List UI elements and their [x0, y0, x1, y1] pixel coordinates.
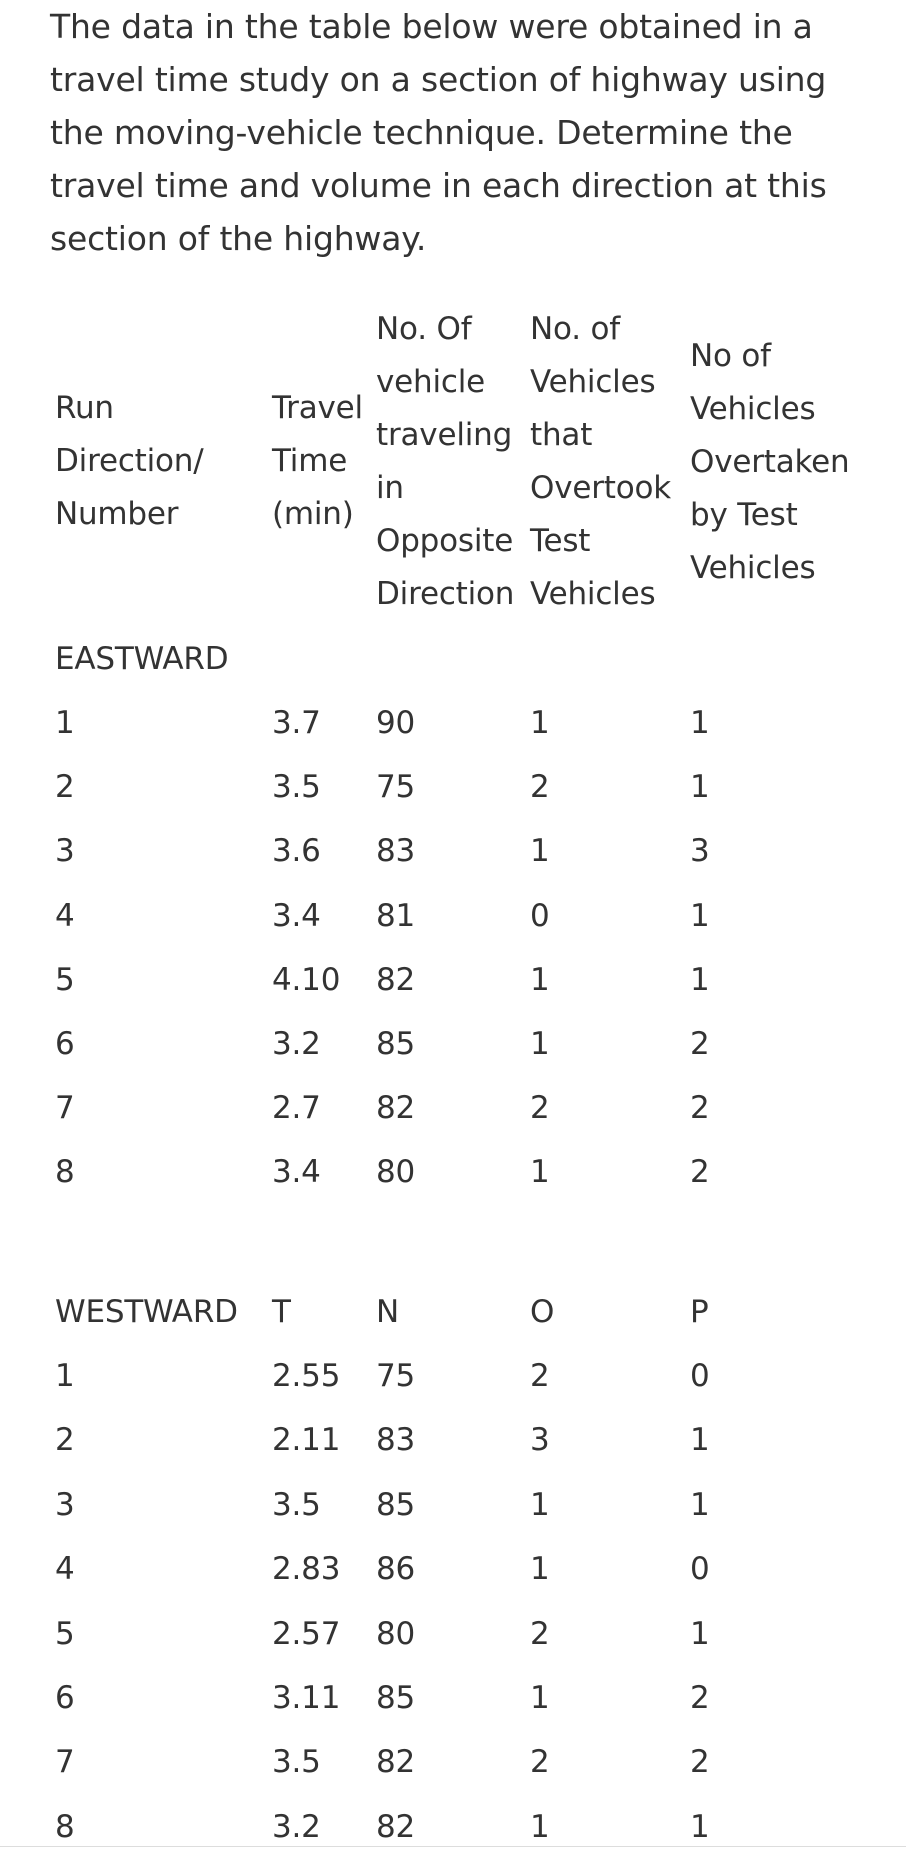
eastward-opposite-direction-cell: 75 [376, 769, 416, 806]
westward-overtook-cell: 1 [530, 1551, 550, 1588]
eastward-run-cell: 2 [55, 769, 75, 806]
eastward-travel-time-cell: 3.2 [272, 1026, 321, 1062]
westward-opposite-direction-cell: 83 [376, 1422, 416, 1459]
eastward-travel-time-cell: 3.6 [272, 833, 321, 870]
eastward-opposite-direction-cell: 81 [376, 897, 416, 934]
header-overtook-line: Test [530, 523, 591, 559]
westward-opposite-direction-cell: 86 [376, 1551, 416, 1588]
header-travel-time-line: Travel [272, 390, 363, 426]
westward-run-cell: 3 [55, 1486, 75, 1523]
westward-run-cell: 2 [55, 1422, 75, 1459]
westward-overtaken-cell: 1 [690, 1486, 710, 1523]
eastward-run-cell: 5 [55, 961, 75, 998]
westward-travel-time-cell: 2.55 [272, 1358, 341, 1394]
eastward-overtaken-cell: 1 [690, 961, 710, 998]
eastward-travel-time-cell: 3.4 [272, 1154, 321, 1191]
westward-overtook-cell: 2 [530, 1358, 550, 1394]
westward-symbol-cell: N [376, 1294, 399, 1330]
eastward-overtaken-cell: 2 [690, 1090, 710, 1127]
westward-run-cell: 8 [55, 1808, 75, 1845]
eastward-run-cell: 3 [55, 833, 75, 870]
eastward-run-cell: 7 [55, 1090, 75, 1127]
westward-overtook-cell: 1 [530, 1808, 550, 1845]
header-overtook-line: that [530, 417, 593, 453]
westward-overtaken-cell: 0 [690, 1551, 710, 1588]
eastward-overtaken-cell: 2 [690, 1154, 710, 1191]
header-opposite-line: in [376, 470, 404, 506]
eastward-overtaken-cell: 1 [690, 897, 710, 934]
header-overtaken-line: by Test [690, 497, 798, 533]
eastward-overtook-cell: 1 [530, 833, 550, 870]
header-run-line: Direction/ [55, 443, 204, 479]
westward-overtaken-cell: 2 [690, 1680, 710, 1716]
eastward-overtook-cell: 2 [530, 1090, 550, 1127]
header-run-line: Run [55, 390, 114, 426]
header-overtaken-line: No of [690, 338, 771, 374]
eastward-overtaken-cell: 1 [690, 705, 710, 741]
westward-overtaken-cell: 1 [690, 1808, 710, 1845]
westward-overtaken-cell: 1 [690, 1422, 710, 1459]
westward-run-cell: 1 [55, 1358, 75, 1394]
westward-overtook-cell: 1 [530, 1486, 550, 1523]
header-overtaken-line: Vehicles [690, 550, 816, 586]
westward-symbol-cell: O [530, 1294, 555, 1330]
eastward-opposite-direction-cell: 83 [376, 833, 416, 870]
eastward-run-cell: 8 [55, 1154, 75, 1191]
westward-travel-time-cell: 3.11 [272, 1680, 341, 1716]
westward-travel-time-cell: 2.57 [272, 1615, 341, 1652]
eastward-overtook-cell: 2 [530, 769, 550, 806]
header-opposite-line: traveling [376, 417, 513, 453]
problem-statement: The data in the table below were obtained in a travel time study on a section of highway using the moving-vehicle technique. Determine the travel time and volume in each direction at this section of the highway. [50, 7, 827, 258]
westward-symbol-cell: P [690, 1294, 709, 1330]
westward-opposite-direction-cell: 85 [376, 1680, 416, 1716]
eastward-overtook-cell: 1 [530, 705, 550, 741]
eastward-travel-time-cell: 3.7 [272, 705, 321, 741]
header-travel-time-line: Time [272, 443, 348, 479]
westward-overtaken-cell: 2 [690, 1744, 710, 1781]
westward-overtook-cell: 1 [530, 1680, 550, 1716]
eastward-overtaken-cell: 2 [690, 1026, 710, 1062]
westward-travel-time-cell: 2.83 [272, 1551, 341, 1588]
westward-travel-time-cell: 3.2 [272, 1808, 321, 1845]
westward-run-cell: 7 [55, 1744, 75, 1781]
header-overtaken-line: Vehicles [690, 391, 816, 427]
header-opposite-line: Direction [376, 576, 515, 612]
eastward-run-cell: 4 [55, 897, 75, 934]
header-opposite-line: vehicle [376, 364, 486, 400]
eastward-overtook-cell: 0 [530, 897, 550, 934]
westward-opposite-direction-cell: 75 [376, 1358, 416, 1394]
westward-travel-time-cell: 3.5 [272, 1486, 321, 1523]
header-overtaken-line: Overtaken [690, 444, 850, 480]
eastward-opposite-direction-cell: 85 [376, 1026, 416, 1062]
eastward-travel-time-cell: 3.4 [272, 897, 321, 934]
header-opposite-line: Opposite [376, 523, 514, 559]
header-overtook-line: Vehicles [530, 364, 656, 400]
header-overtook-line: No. of [530, 311, 620, 347]
eastward-opposite-direction-cell: 82 [376, 1090, 416, 1127]
eastward-travel-time-cell: 2.7 [272, 1090, 321, 1127]
section-label-eastward: EASTWARD [55, 641, 229, 677]
eastward-run-cell: 1 [55, 705, 75, 741]
eastward-overtook-cell: 1 [530, 1154, 550, 1191]
westward-travel-time-cell: 3.5 [272, 1744, 321, 1781]
westward-overtook-cell: 2 [530, 1744, 550, 1781]
westward-overtaken-cell: 0 [690, 1358, 710, 1394]
westward-symbol-cell: T [272, 1294, 291, 1330]
section-label-westward: WESTWARD [55, 1294, 238, 1330]
header-travel-time-line: (min) [272, 496, 354, 532]
eastward-run-cell: 6 [55, 1026, 75, 1062]
eastward-travel-time-cell: 4.10 [272, 961, 341, 998]
eastward-opposite-direction-cell: 82 [376, 961, 416, 998]
westward-opposite-direction-cell: 85 [376, 1486, 416, 1523]
westward-opposite-direction-cell: 82 [376, 1808, 416, 1845]
westward-opposite-direction-cell: 80 [376, 1615, 416, 1652]
header-opposite-line: No. Of [376, 311, 472, 347]
westward-run-cell: 6 [55, 1680, 75, 1716]
eastward-overtook-cell: 1 [530, 961, 550, 998]
header-run-line: Number [55, 496, 179, 532]
westward-overtook-cell: 2 [530, 1615, 550, 1652]
westward-overtook-cell: 3 [530, 1422, 550, 1459]
eastward-overtaken-cell: 1 [690, 769, 710, 806]
bottom-divider [0, 1846, 906, 1847]
eastward-opposite-direction-cell: 80 [376, 1154, 416, 1191]
header-overtook-line: Overtook [530, 470, 672, 506]
westward-travel-time-cell: 2.11 [272, 1422, 341, 1459]
eastward-overtaken-cell: 3 [690, 833, 710, 870]
westward-overtaken-cell: 1 [690, 1615, 710, 1652]
eastward-travel-time-cell: 3.5 [272, 769, 321, 806]
eastward-opposite-direction-cell: 90 [376, 705, 416, 741]
eastward-overtook-cell: 1 [530, 1026, 550, 1062]
header-overtook-line: Vehicles [530, 576, 656, 612]
westward-opposite-direction-cell: 82 [376, 1744, 416, 1781]
westward-run-cell: 5 [55, 1615, 75, 1652]
westward-run-cell: 4 [55, 1551, 75, 1588]
